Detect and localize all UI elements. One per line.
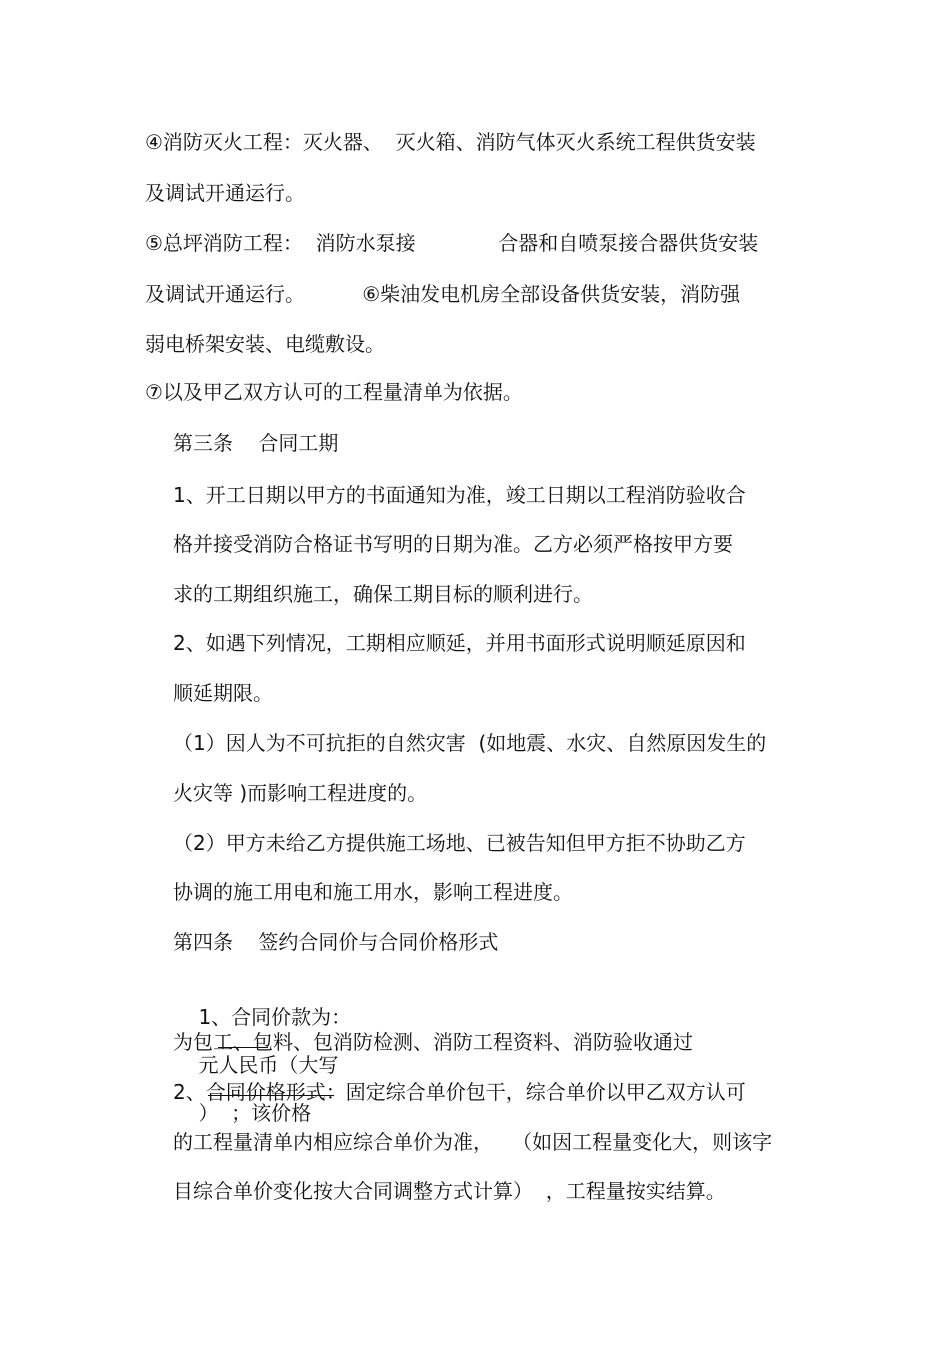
text-line-8: 1、开工日期以甲方的书面通知为准，竣工日期以工程消防验收合 bbox=[173, 483, 746, 507]
article-3-heading: 第三条 合同工期 bbox=[173, 431, 339, 455]
text-line-14: 火灾等 )而影响工程进度的。 bbox=[173, 781, 428, 805]
text-line-9: 格并接受消防合格证书写明的日期为准。乙方必须严格按甲方要 bbox=[173, 532, 733, 556]
text-line-5: 弱电桥架安装、电缆敷设。 bbox=[145, 332, 385, 356]
text-line-13: （1）因人为不可抗拒的自然灾害 (如地震、水灾、自然原因发生的 bbox=[173, 731, 767, 755]
text-line-22: 目综合单价变化按大合同调整方式计算） ，工程量按实结算。 bbox=[173, 1179, 726, 1203]
text-line-3: ⑤总坪消防工程： 消防水泵接 合器和自喷泵接合器供货安装 bbox=[145, 231, 759, 255]
text-line-4: 及调试开通运行。 ⑥柴油发电机房全部设备供货安装，消防强 bbox=[145, 282, 741, 306]
text-line-21: 的工程量清单内相应综合单价为准， （如因工程量变化大，则该字 bbox=[173, 1130, 773, 1154]
text-line-19: 为包工、包料、包消防检测、消防工程资料、消防验收通过 bbox=[173, 1030, 693, 1054]
text-line-20: 2、合同价格形式：固定综合单价包干，综合单价以甲乙双方认可 bbox=[173, 1080, 746, 1104]
article-4-heading: 第四条 签约合同价与合同价格形式 bbox=[173, 930, 499, 954]
text-line-1: ④消防灭火工程：灭火器、 灭火箱、消防气体灭火系统工程供货安装 bbox=[145, 130, 756, 154]
text-line-12: 顺延期限。 bbox=[173, 681, 273, 705]
text-line-15: （2）甲方未给乙方提供施工场地、已被告知但甲方拒不协助乙方 bbox=[173, 831, 746, 855]
price-suffix: ） ；该价格 bbox=[198, 1101, 312, 1125]
text-line-11: 2、如遇下列情况，工期相应顺延，并用书面形式说明顺延原因和 bbox=[173, 631, 746, 655]
price-prefix: 1、合同价款为： bbox=[198, 1005, 352, 1029]
text-line-16: 协调的施工用电和施工用水，影响工程进度。 bbox=[173, 880, 573, 904]
text-line-2: 及调试开通运行。 bbox=[145, 181, 305, 205]
price-middle: 元人民币（大写 bbox=[198, 1053, 339, 1077]
text-line-10: 求的工期组织施工，确保工期目标的顺利进行。 bbox=[173, 582, 593, 606]
price-line bbox=[173, 981, 351, 1149]
text-line-6: ⑦以及甲乙双方认可的工程量清单为依据。 bbox=[145, 380, 523, 404]
